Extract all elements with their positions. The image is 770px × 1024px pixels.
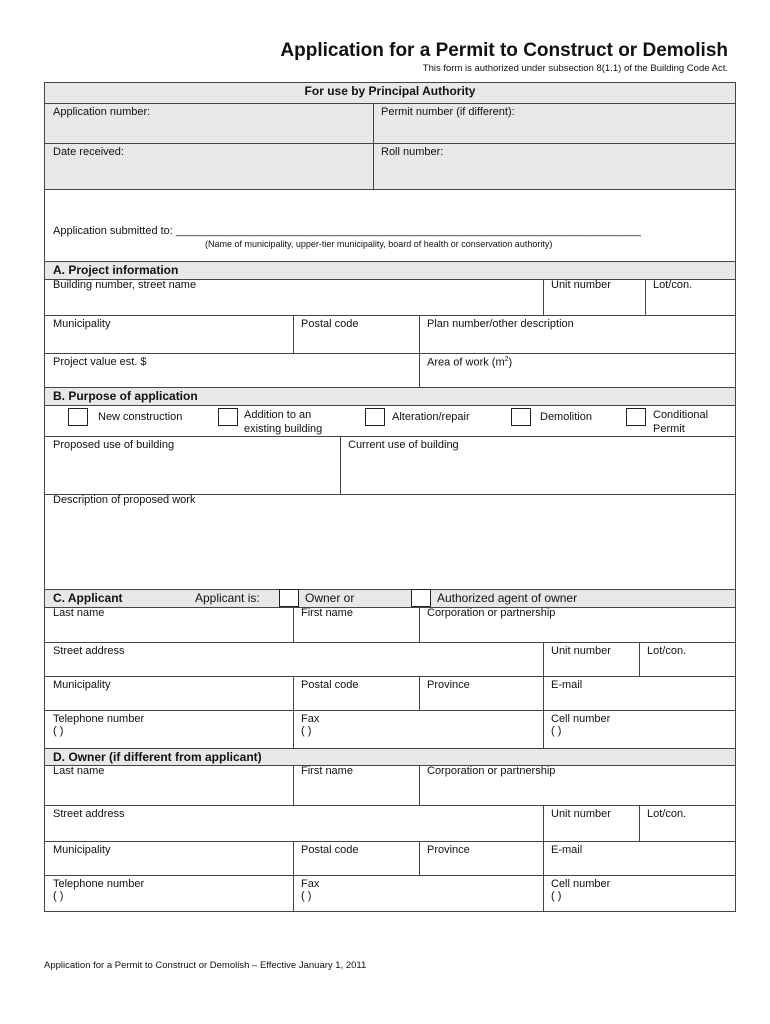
lot-con-field[interactable]: Lot/con.	[653, 279, 693, 291]
applicant-fax-field[interactable]: Fax ( )	[301, 713, 320, 737]
agent-label: Authorized agent of owner	[437, 591, 578, 605]
footer-text: Application for a Permit to Construct or Demolish – Effective January 1, 2011	[44, 960, 367, 971]
demolition-label: Demolition	[540, 411, 592, 423]
owner-last-name-field[interactable]: Last name	[53, 765, 105, 777]
new-construction-checkbox[interactable]	[68, 408, 88, 426]
current-use-field[interactable]: Current use of building	[348, 439, 459, 451]
applicant-last-name-field[interactable]: Last name	[53, 607, 105, 619]
submitted-to-note: (Name of municipality, upper-tier municipality, board of health or conservation authority)	[205, 239, 553, 249]
applicant-corporation-field[interactable]: Corporation or partnership	[427, 607, 556, 619]
unit-number-field[interactable]: Unit number	[551, 279, 611, 291]
permit-number-field[interactable]: Permit number (if different):	[373, 103, 735, 143]
owner-street-address-field[interactable]: Street address	[53, 808, 125, 820]
owner-telephone-field[interactable]: Telephone number ( )	[53, 878, 145, 902]
section-c-heading: C. Applicant	[45, 590, 735, 607]
owner-email-field[interactable]: E-mail	[551, 844, 583, 856]
application-number-field[interactable]: Application number:	[45, 103, 373, 143]
owner-label: Owner or	[305, 591, 355, 605]
submitted-to-field[interactable]: Application submitted to: ____________________________________________________________________________	[53, 225, 641, 237]
permit-form	[44, 82, 736, 912]
owner-first-name-field[interactable]: First name	[301, 765, 353, 777]
section-a-heading: A. Project information	[45, 262, 735, 279]
owner-checkbox[interactable]	[279, 589, 299, 607]
building-number-field[interactable]: Building number, street name	[53, 279, 197, 291]
applicant-telephone-field[interactable]: Telephone number ( )	[53, 713, 145, 737]
owner-postal-code-field[interactable]: Postal code	[301, 844, 359, 856]
applicant-lot-con-field[interactable]: Lot/con.	[647, 645, 687, 657]
applicant-postal-code-field[interactable]: Postal code	[301, 679, 359, 691]
authority-heading: For use by Principal Authority	[45, 83, 735, 103]
area-of-work-field[interactable]: Area of work $(m^2)$	[427, 356, 513, 369]
section-d-heading: D. Owner (if different from applicant)	[45, 749, 735, 765]
applicant-unit-number-field[interactable]: Unit number	[551, 645, 611, 657]
applicant-first-name-field[interactable]: First name	[301, 607, 353, 619]
owner-cell-field[interactable]: Cell number ( )	[551, 878, 611, 902]
date-received-field[interactable]: Date received:	[45, 143, 373, 189]
roll-number-field[interactable]: Roll number:	[373, 143, 735, 189]
form-title: Application for a Permit to Construct or Demolish	[280, 40, 728, 61]
owner-province-field[interactable]: Province	[427, 844, 470, 856]
owner-corporation-field[interactable]: Corporation or partnership	[427, 765, 556, 777]
owner-municipality-field[interactable]: Municipality	[53, 844, 111, 856]
applicant-cell-field[interactable]: Cell number ( )	[551, 713, 611, 737]
applicant-email-field[interactable]: E-mail	[551, 679, 583, 691]
addition-label-line2: existing building	[244, 423, 323, 435]
applicant-is-label: Applicant is:	[195, 591, 260, 605]
demolition-checkbox[interactable]	[511, 408, 531, 426]
agent-checkbox[interactable]	[411, 589, 431, 607]
addition-checkbox[interactable]	[218, 408, 238, 426]
alteration-checkbox[interactable]	[365, 408, 385, 426]
applicant-province-field[interactable]: Province	[427, 679, 470, 691]
owner-fax-field[interactable]: Fax ( )	[301, 878, 320, 902]
applicant-street-address-field[interactable]: Street address	[53, 645, 125, 657]
postal-code-field[interactable]: Postal code	[301, 318, 359, 330]
owner-lot-con-field[interactable]: Lot/con.	[647, 808, 687, 820]
conditional-permit-label: Conditional	[653, 409, 709, 421]
section-b-heading: B. Purpose of application	[45, 388, 735, 405]
municipality-field[interactable]: Municipality	[53, 318, 111, 330]
conditional-permit-label-line2: Permit	[653, 423, 685, 435]
new-construction-label: New construction	[98, 411, 183, 423]
conditional-permit-checkbox[interactable]	[626, 408, 646, 426]
addition-label: Addition to an	[244, 409, 312, 421]
plan-number-field[interactable]: Plan number/other description	[427, 318, 574, 330]
owner-unit-number-field[interactable]: Unit number	[551, 808, 611, 820]
applicant-municipality-field[interactable]: Municipality	[53, 679, 111, 691]
alteration-label: Alteration/repair	[392, 411, 470, 423]
description-field[interactable]: Description of proposed work	[53, 494, 196, 506]
project-value-field[interactable]: Project value est. $	[53, 356, 147, 368]
proposed-use-field[interactable]: Proposed use of building	[53, 439, 175, 451]
form-subtitle: This form is authorized under subsection 8(1.1) of the Building Code Act.	[422, 63, 728, 74]
